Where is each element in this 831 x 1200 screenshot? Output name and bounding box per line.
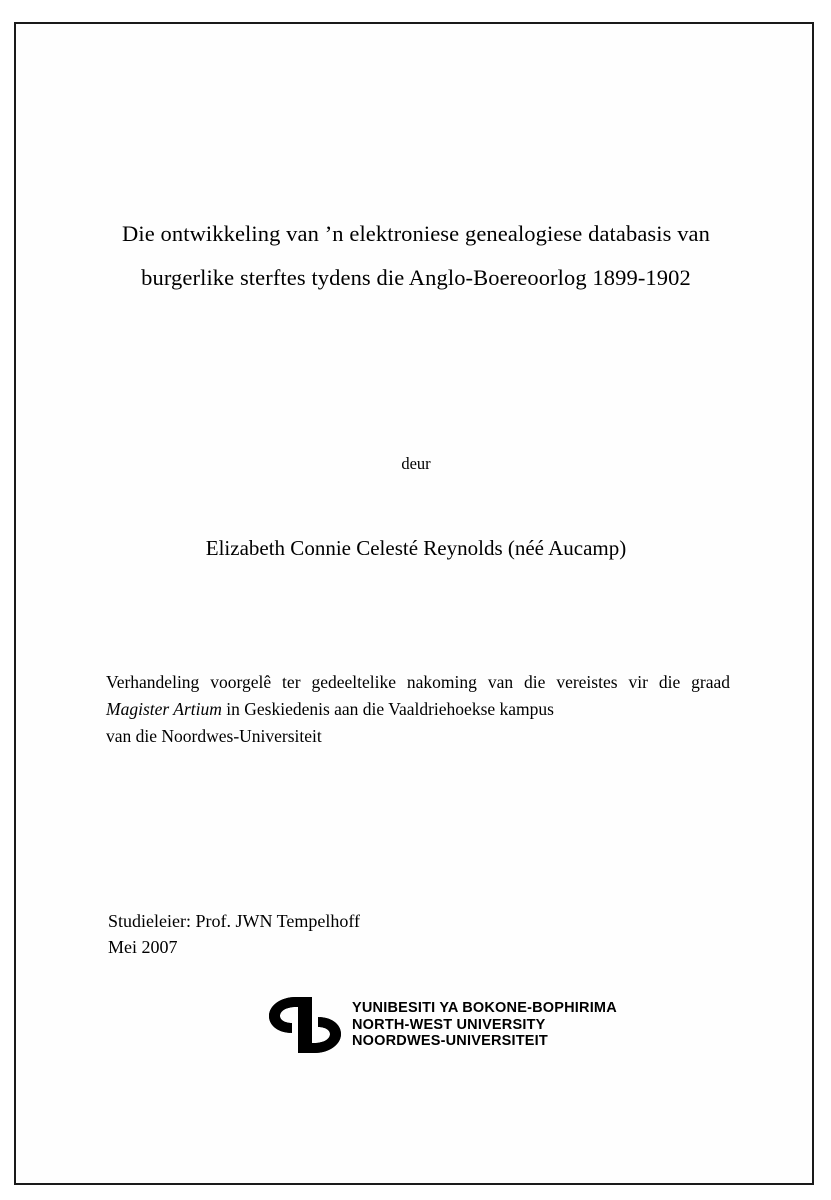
university-logo-text bbox=[352, 1000, 617, 1050]
university-logo bbox=[266, 990, 626, 1060]
author-name: Elizabeth Connie Celesté Reynolds (néé Aucamp) bbox=[205, 536, 627, 560]
page-title bbox=[94, 212, 738, 300]
title-line-1: Die ontwikkeling van ’n elektroniese genealogiese databasis van bbox=[122, 221, 710, 246]
degree-statement-paragraph bbox=[106, 669, 730, 723]
date-line: Mei 2007 bbox=[108, 937, 178, 957]
logo-line-3: NOORDWES-UNIVERSITEIT bbox=[352, 1033, 548, 1050]
supervisor-block bbox=[108, 908, 668, 960]
degree-name: Magister Artium bbox=[106, 699, 222, 719]
logo-line-2: NORTH-WEST UNIVERSITY bbox=[352, 1016, 546, 1033]
north-west-university-logo-icon bbox=[266, 994, 344, 1056]
degree-statement-line3: van die Noordwes-Universiteit bbox=[106, 726, 322, 746]
title-line-2: burgerlike sterftes tydens die Anglo-Boereoorlog 1899-1902 bbox=[141, 265, 691, 290]
degree-statement-part2: in Geskiedenis aan die Vaaldriehoekse kampus bbox=[221, 699, 554, 719]
logo-line-1: YUNIBESITI YA BOKONE-BOPHIRIMA bbox=[352, 1000, 617, 1017]
page-border bbox=[14, 22, 814, 1185]
title-page-content bbox=[16, 24, 812, 1183]
degree-statement-part1: Verhandeling voorgelê ter gedeeltelike nakoming van die vereistes vir die graad bbox=[106, 672, 730, 692]
degree-statement bbox=[106, 669, 730, 750]
supervisor-line: Studieleier: Prof. JWN Tempelhoff bbox=[108, 911, 361, 931]
by-label: deur bbox=[401, 454, 431, 473]
